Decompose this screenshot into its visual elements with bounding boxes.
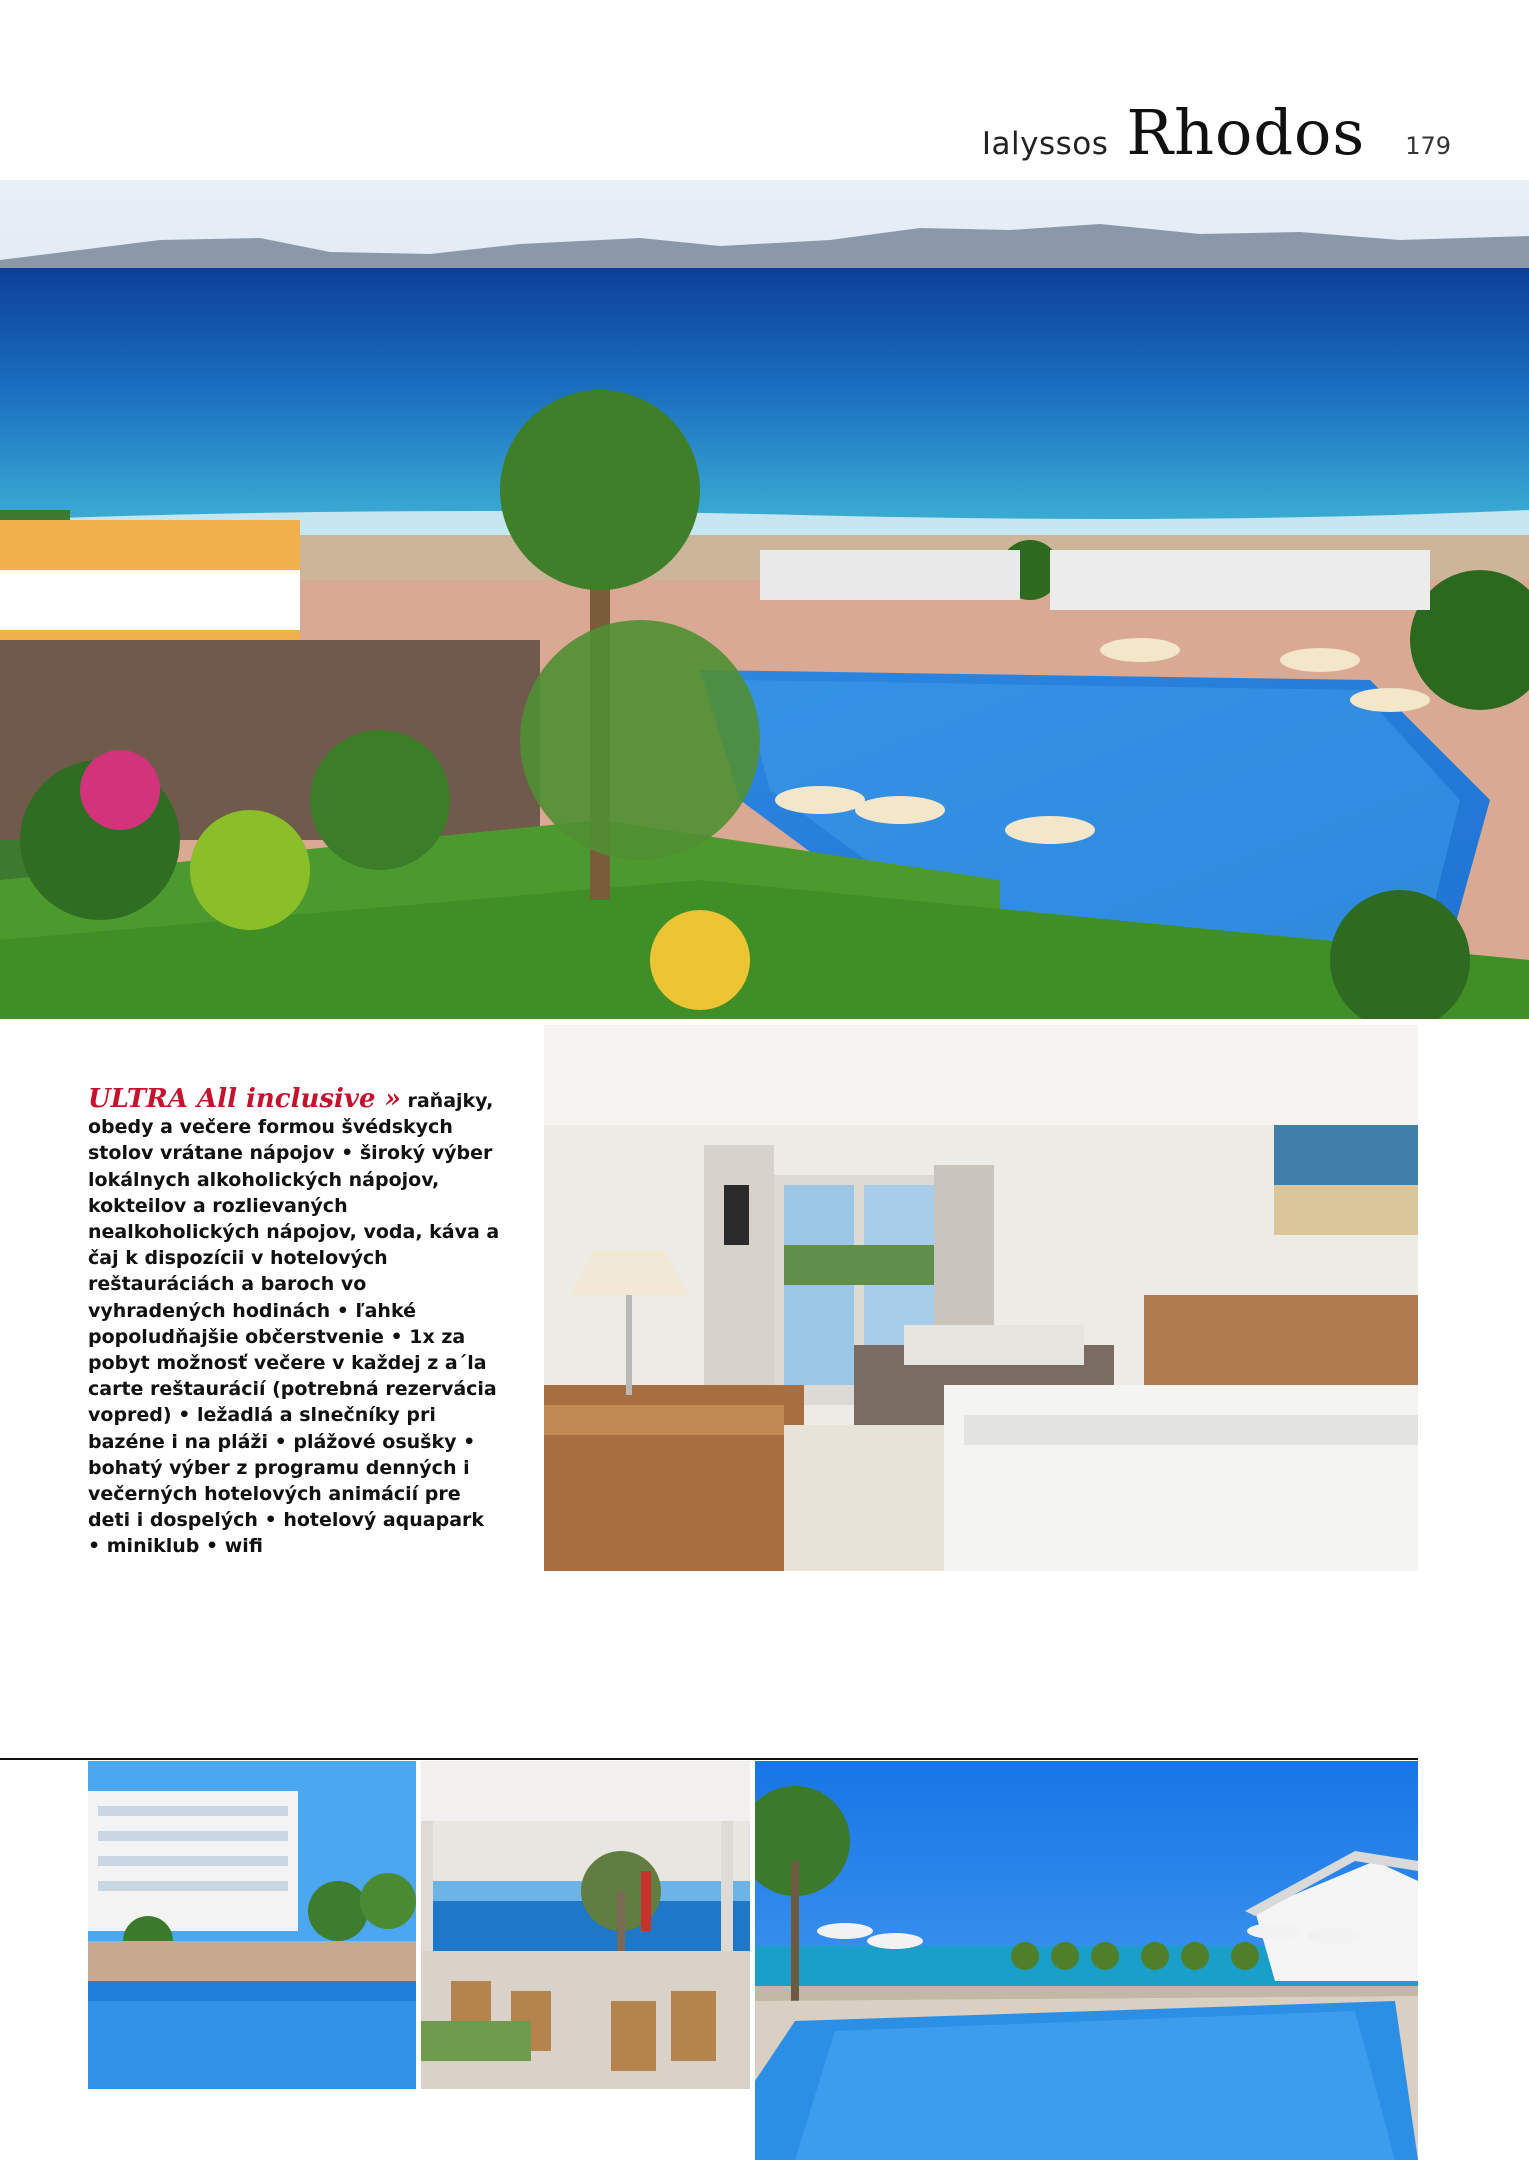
board-type-details: raňajky, obedy a večere formou švédskych stolov vrátane nápojov • široký výber lokálnych alkoholických nápojov, kokteilov a rozlievaných nealkoholických nápojov, voda, káva a čaj k dispozícii v hotelových reštauráciách a baroch vo vyhradených hodinách • ľahké popoludňajšie občerstvenie • 1x za pobyt možnosť večere v každej z a´la carte reštaurácií (potrebná rezervácia vopred) • ležadlá a slnečníky pri bazéne i na pláži • plážové osušky • bohatý výber z programu denných i večerných hotelových animácií pre deti i dospelých • hotelový aquapark • miniklub • wifi (88, 1090, 500, 1558)
hotel-building-photo (88, 1761, 416, 2089)
room-photo (544, 1025, 1418, 1571)
hero-photo (0, 180, 1529, 1019)
section-divider (0, 1758, 1418, 1760)
island-title: Rhodos (1126, 96, 1366, 169)
infinity-pool-photo (755, 1761, 1418, 2160)
page-number: 179 (1405, 132, 1451, 160)
board-type-label: ULTRA All inclusive » (88, 1084, 401, 1114)
page-header (981, 96, 1451, 169)
ultra-all-inclusive-description (88, 1086, 500, 1560)
terrace-restaurant-photo (421, 1761, 750, 2089)
location-name: Ialyssos (981, 126, 1109, 162)
